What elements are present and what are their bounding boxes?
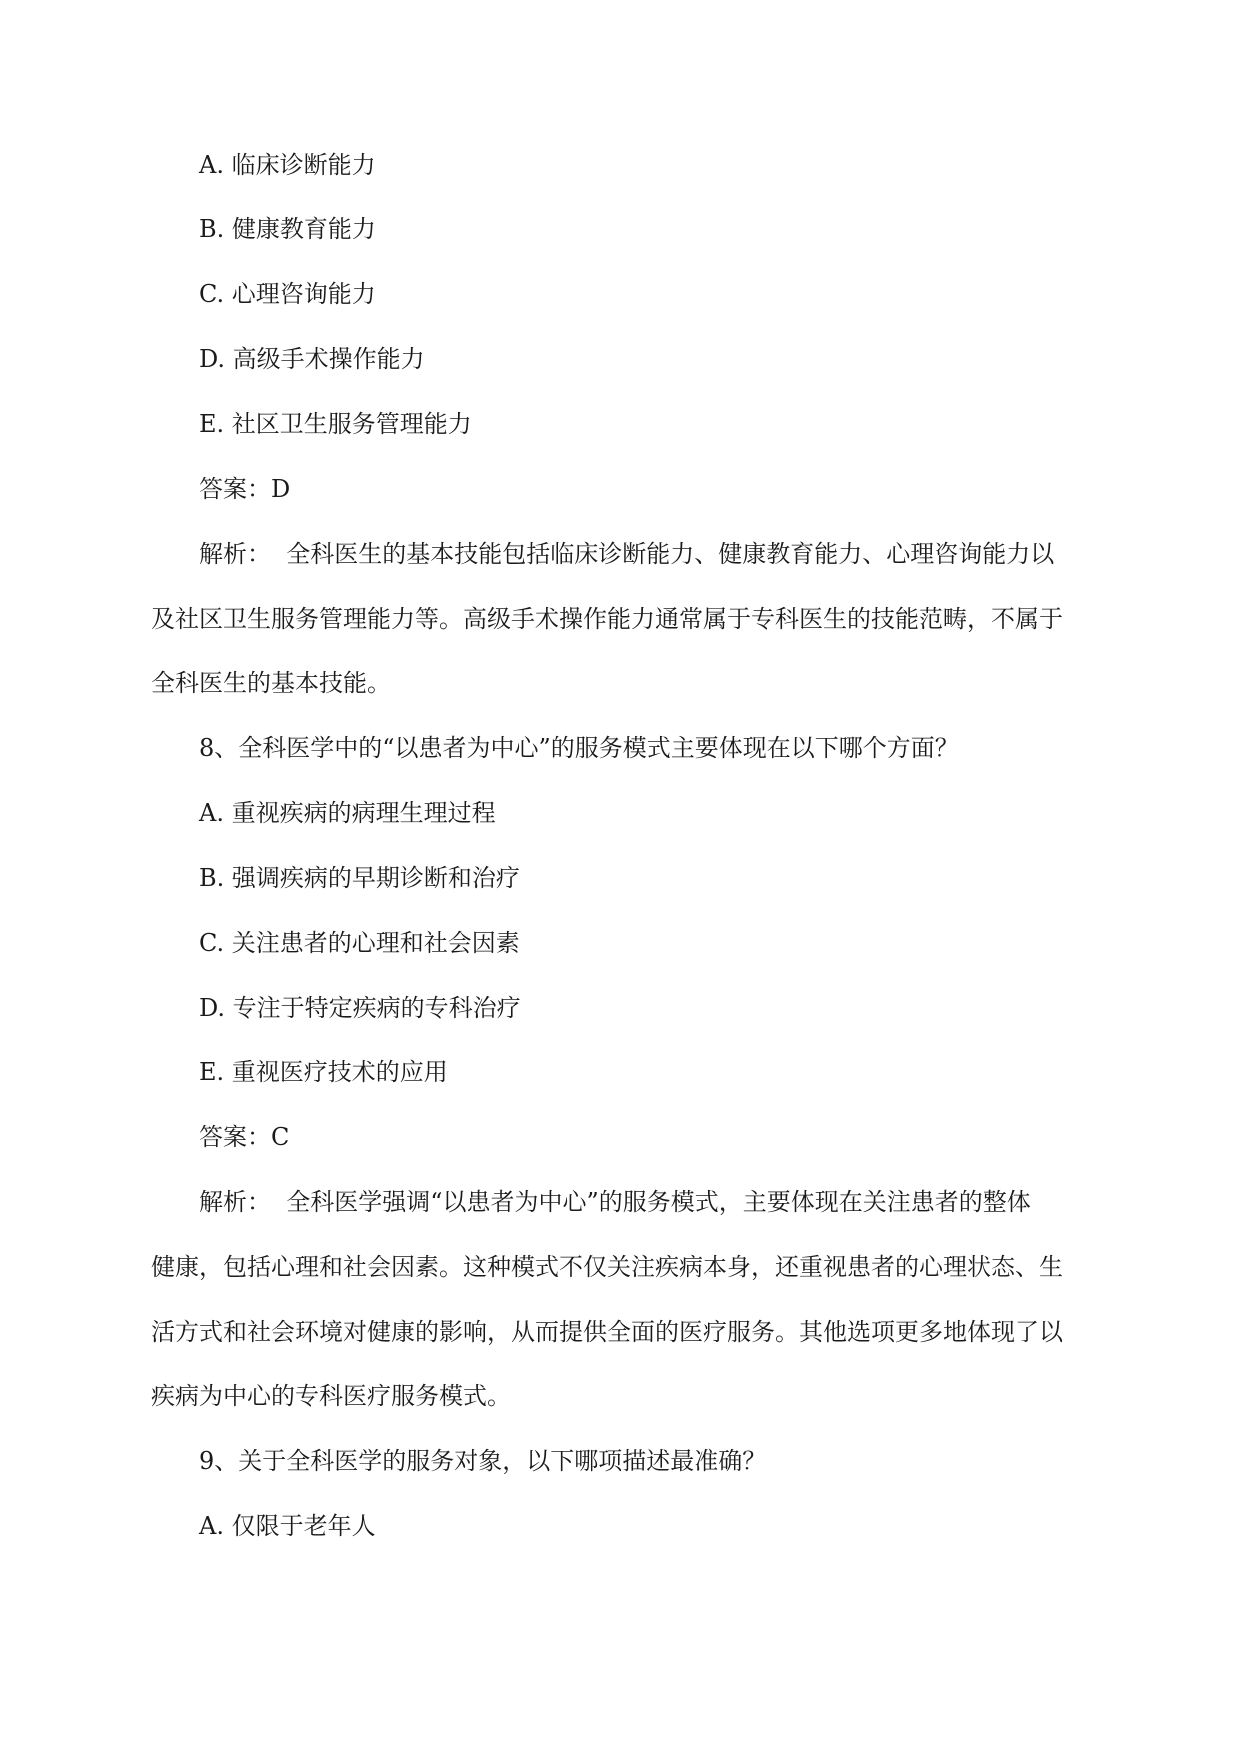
- answer: 答案：C: [199, 1123, 290, 1151]
- explanation-line: 全科医生的基本技能。: [151, 669, 391, 697]
- explanation-line: 解析： 全科医生的基本技能包括临床诊断能力、健康教育能力、心理咨询能力以: [199, 540, 1055, 568]
- explanation-line: 解析： 全科医学强调“以患者为中心”的服务模式，主要体现在关注患者的整体: [199, 1188, 1031, 1216]
- option-b: B. 强调疾病的早期诊断和治疗: [199, 864, 520, 892]
- explanation-line: 活方式和社会环境对健康的影响，从而提供全面的医疗服务。其他选项更多地体现了以: [151, 1318, 1063, 1346]
- option-b: B. 健康教育能力: [199, 215, 376, 243]
- option-a: A. 仅限于老年人: [199, 1512, 376, 1540]
- option-c: C. 心理咨询能力: [199, 280, 376, 308]
- option-d: D. 高级手术操作能力: [199, 345, 425, 373]
- option-a: A. 重视疾病的病理生理过程: [199, 799, 496, 827]
- option-d: D. 专注于特定疾病的专科治疗: [199, 994, 521, 1022]
- option-c: C. 关注患者的心理和社会因素: [199, 929, 520, 957]
- option-a: A. 临床诊断能力: [199, 151, 376, 179]
- option-e: E. 社区卫生服务管理能力: [199, 410, 472, 438]
- explanation-line: 健康，包括心理和社会因素。这种模式不仅关注疾病本身，还重视患者的心理状态、生: [151, 1253, 1063, 1281]
- explanation-line: 疾病为中心的专科医疗服务模式。: [151, 1382, 511, 1410]
- explanation-line: 及社区卫生服务管理能力等。高级手术操作能力通常属于专科医生的技能范畴，不属于: [151, 605, 1063, 633]
- option-e: E. 重视医疗技术的应用: [199, 1058, 448, 1086]
- answer: 答案：D: [199, 475, 291, 503]
- question-stem: 9、关于全科医学的服务对象，以下哪项描述最准确？: [199, 1447, 767, 1475]
- question-stem: 8、全科医学中的“以患者为中心”的服务模式主要体现在以下哪个方面？: [199, 734, 959, 762]
